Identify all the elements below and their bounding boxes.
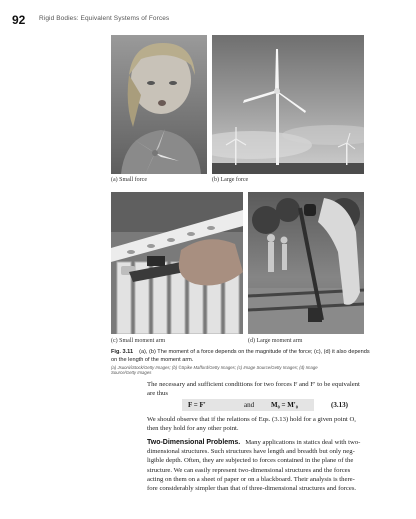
credit-line-2: Source/Getty Images — [111, 370, 152, 375]
figure-caption — [111, 348, 371, 364]
photo-small-force — [111, 35, 207, 174]
page-header — [12, 13, 392, 29]
caption-a: (a) Small force — [111, 177, 147, 183]
section-heading: Two-Dimensional Problems. — [147, 439, 241, 446]
intro-line: are thus — [147, 390, 168, 398]
caption-b: (b) Large force — [212, 177, 249, 183]
intro-paragraph — [147, 380, 363, 398]
equation-and: and — [244, 401, 255, 409]
photo-large-force — [212, 35, 364, 174]
equation-right: M₀ = M′₀ — [271, 401, 298, 409]
caption-d: (d) Large moment arm — [248, 338, 303, 344]
photo-large-moment-arm — [248, 192, 364, 334]
page-number: 92 — [12, 13, 26, 27]
observe-paragraph — [147, 415, 363, 433]
section-line: Many applications in statics deal with two- — [245, 439, 361, 446]
section-line: structure. We can easily represent two-dimensional structures and the forces — [147, 466, 351, 474]
equation-number: (3.13) — [331, 401, 348, 409]
observe-line: We should observe that if the relations of Eqs. (3.13) hold for a given point O, — [147, 416, 356, 423]
section-line: acting on them on a sheet of paper or on a blackboard. Their analysis is there- — [147, 475, 355, 483]
equation-left: F = F′ — [188, 401, 206, 409]
section-paragraph — [147, 438, 363, 493]
section-first-line — [147, 438, 363, 447]
credit-line-1: (a) Jsuoni/iStock/Getty Images; (b) ©Spike Mafford/Getty Images; (c) Image Source/Getty Images; (d) Image — [111, 365, 318, 370]
observe-line: then they hold for any other point. — [147, 425, 239, 433]
running-title: Rigid Bodies: Equivalent Systems of Forces — [39, 15, 170, 22]
photo-small-moment-arm — [111, 192, 243, 334]
section-line: dimensional structures. Such structures have length and breadth but only neg- — [147, 448, 355, 456]
figure-credits — [111, 365, 381, 375]
caption-c: (c) Small moment arm — [111, 338, 166, 344]
section-line: ligible depth. Often, they are subjected to forces contained in the plane of the — [147, 457, 354, 465]
intro-line: The necessary and sufficient conditions for two forces F and F′ to be equivalent — [147, 381, 360, 388]
section-line: fore considerably simpler than that of three-dimensional structures and forces. — [147, 485, 357, 493]
figure-description: (a), (b) The moment of a force depends on the magnitude of the force; (c), (d) it also depends on the length of the moment arm. — [111, 349, 370, 363]
figure-label: Fig. 3.11 — [111, 349, 134, 355]
